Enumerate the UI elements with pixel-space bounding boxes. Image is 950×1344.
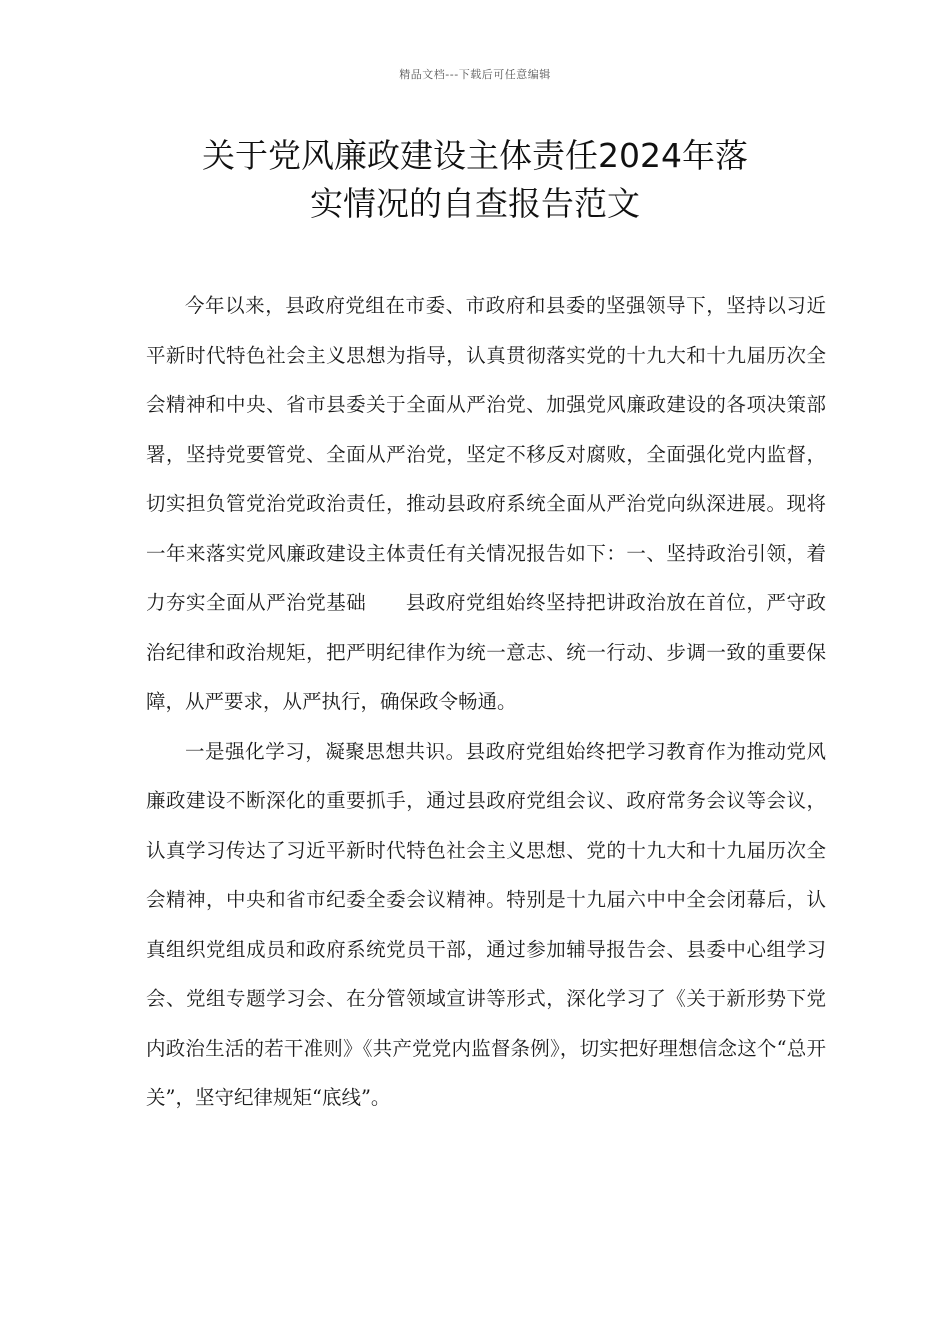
title-line-2: 实情况的自查报告范文 [310, 184, 640, 223]
document-title [95, 132, 855, 228]
header-note: 精品文档---下载后可任意编辑 [399, 68, 551, 81]
paragraph-1-part-b: 县政府党组始终坚持把讲政治放在首位，严守政治纪律和政治规矩，把严明纪律作为统一意志、统一行动、步调一致的重要保障，从严要求，从严执行，确保政令畅通。 [146, 591, 826, 713]
paragraph-1 [146, 281, 826, 727]
document-body [146, 281, 826, 1123]
title-line-1: 关于党风廉政建设主体责任2024年落 [202, 136, 748, 175]
paragraph-1-part-a: 今年以来，县政府党组在市委、市政府和县委的坚强领导下，坚持以习近平新时代特色社会主义思想为指导，认真贯彻落实党的十九大和十九届历次全会精神和中央、省市县委关于全面从严治党、加强党风廉政建设的各项决策部署，坚持党要管党、全面从严治党，坚定不移反对腐败，全面强化党内监督，切实担负管党治党政治责任，推动县政府系统全面从严治党向纵深进展。现将一年来落实党风廉政建设主体责任有关情况报告如下：一、坚持政治引领，着力夯实全面从严治党基础 [146, 294, 826, 614]
paragraph-2: 一是强化学习，凝聚思想共识。县政府党组始终把学习教育作为推动党风廉政建设不断深化的重要抓手，通过县政府党组会议、政府常务会议等会议，认真学习传达了习近平新时代特色社会主义思想、党的十九大和十九届历次全会精神，中央和省市纪委全委会议精神。特别是十九届六中中全会闭幕后，认真组织党组成员和政府系统党员干部，通过参加辅导报告会、县委中心组学习会、党组专题学习会、在分管领域宣讲等形式，深化学习了《关于新形势下党内政治生活的若干准则》《共产党党内监督条例》，切实把好理想信念这个“总开关”，坚守纪律规矩“底线”。 [146, 739, 826, 1109]
